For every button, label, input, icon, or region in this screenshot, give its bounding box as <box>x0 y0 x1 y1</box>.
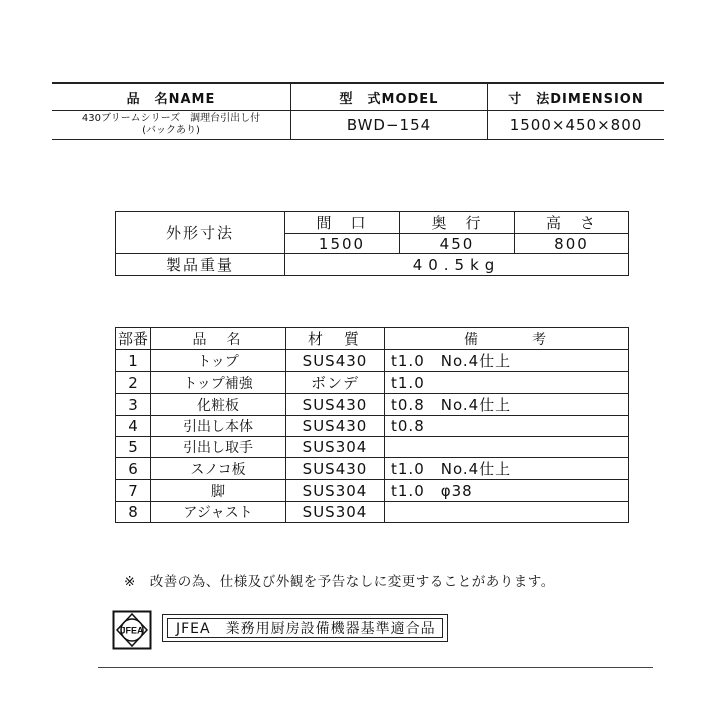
notice-text: ※ 改善の為、仕様及び外観を予告なしに変更することがあります。 <box>124 574 555 590</box>
table-row <box>116 394 629 416</box>
jfea-certification-box <box>162 614 448 642</box>
part-no: 6 <box>116 458 151 480</box>
jfea-certification-label: JFEA 業務用厨房設備機器基準適合品 <box>167 618 443 638</box>
weight-label: 製品重量 <box>116 254 285 276</box>
part-name: 引出し取手 <box>151 437 286 458</box>
bottom-divider <box>98 667 653 668</box>
table-row <box>116 372 629 394</box>
part-name: トップ <box>151 350 286 372</box>
width-value: 1500 <box>285 234 400 254</box>
header-model: 型 式MODEL <box>291 83 488 111</box>
product-dimension: 1500×450×800 <box>488 111 665 140</box>
outer-dimension-label: 外形寸法 <box>116 212 285 254</box>
part-name: 化粧板 <box>151 394 286 416</box>
product-table <box>52 82 664 140</box>
part-note <box>385 502 629 523</box>
part-note <box>385 437 629 458</box>
parts-header-note: 備 考 <box>385 328 629 350</box>
part-material: SUS430 <box>286 350 385 372</box>
part-no: 1 <box>116 350 151 372</box>
parts-header-name: 品 名 <box>151 328 286 350</box>
header-dimension: 寸 法DIMENSION <box>488 83 665 111</box>
product-name-line1: 430ブリームシリーズ 調理台引出し付 <box>81 113 261 124</box>
dimensions-table <box>115 211 629 276</box>
part-no: 8 <box>116 502 151 523</box>
depth-value: 450 <box>400 234 515 254</box>
part-material: SUS430 <box>286 416 385 437</box>
part-note: t1.0 φ38 <box>385 480 629 502</box>
jfea-logo-icon <box>112 610 152 650</box>
part-note: t0.8 No.4仕上 <box>385 394 629 416</box>
part-no: 2 <box>116 372 151 394</box>
part-note: t1.0 No.4仕上 <box>385 458 629 480</box>
part-material: SUS430 <box>286 458 385 480</box>
part-note: t1.0 <box>385 372 629 394</box>
header-name: 品 名NAME <box>52 83 291 111</box>
part-name: 脚 <box>151 480 286 502</box>
table-row <box>116 416 629 437</box>
product-name <box>52 111 291 140</box>
table-row <box>116 502 629 523</box>
part-material: SUS304 <box>286 437 385 458</box>
table-row <box>116 350 629 372</box>
part-no: 7 <box>116 480 151 502</box>
part-note: t0.8 <box>385 416 629 437</box>
jfea-logo-text: JFEA <box>120 625 144 636</box>
part-no: 5 <box>116 437 151 458</box>
part-material: SUS304 <box>286 502 385 523</box>
part-name: トップ補強 <box>151 372 286 394</box>
height-value: 800 <box>515 234 629 254</box>
product-name-line2: (バックあり) <box>142 125 200 136</box>
col-depth-header: 奥 行 <box>400 212 515 234</box>
parts-header-material: 材 質 <box>286 328 385 350</box>
part-name: 引出し本体 <box>151 416 286 437</box>
part-no: 3 <box>116 394 151 416</box>
part-name: アジャスト <box>151 502 286 523</box>
part-material: SUS304 <box>286 480 385 502</box>
table-row <box>116 458 629 480</box>
part-note: t1.0 No.4仕上 <box>385 350 629 372</box>
part-name: スノコ板 <box>151 458 286 480</box>
part-no: 4 <box>116 416 151 437</box>
part-material: ボンデ <box>286 372 385 394</box>
weight-value: 40.5kg <box>285 254 629 276</box>
parts-table <box>115 327 629 523</box>
table-row <box>116 437 629 458</box>
part-material: SUS430 <box>286 394 385 416</box>
table-row <box>116 480 629 502</box>
product-model: BWD−154 <box>291 111 488 140</box>
col-height-header: 高 さ <box>515 212 629 234</box>
parts-header-no: 部番 <box>116 328 151 350</box>
col-width-header: 間 口 <box>285 212 400 234</box>
